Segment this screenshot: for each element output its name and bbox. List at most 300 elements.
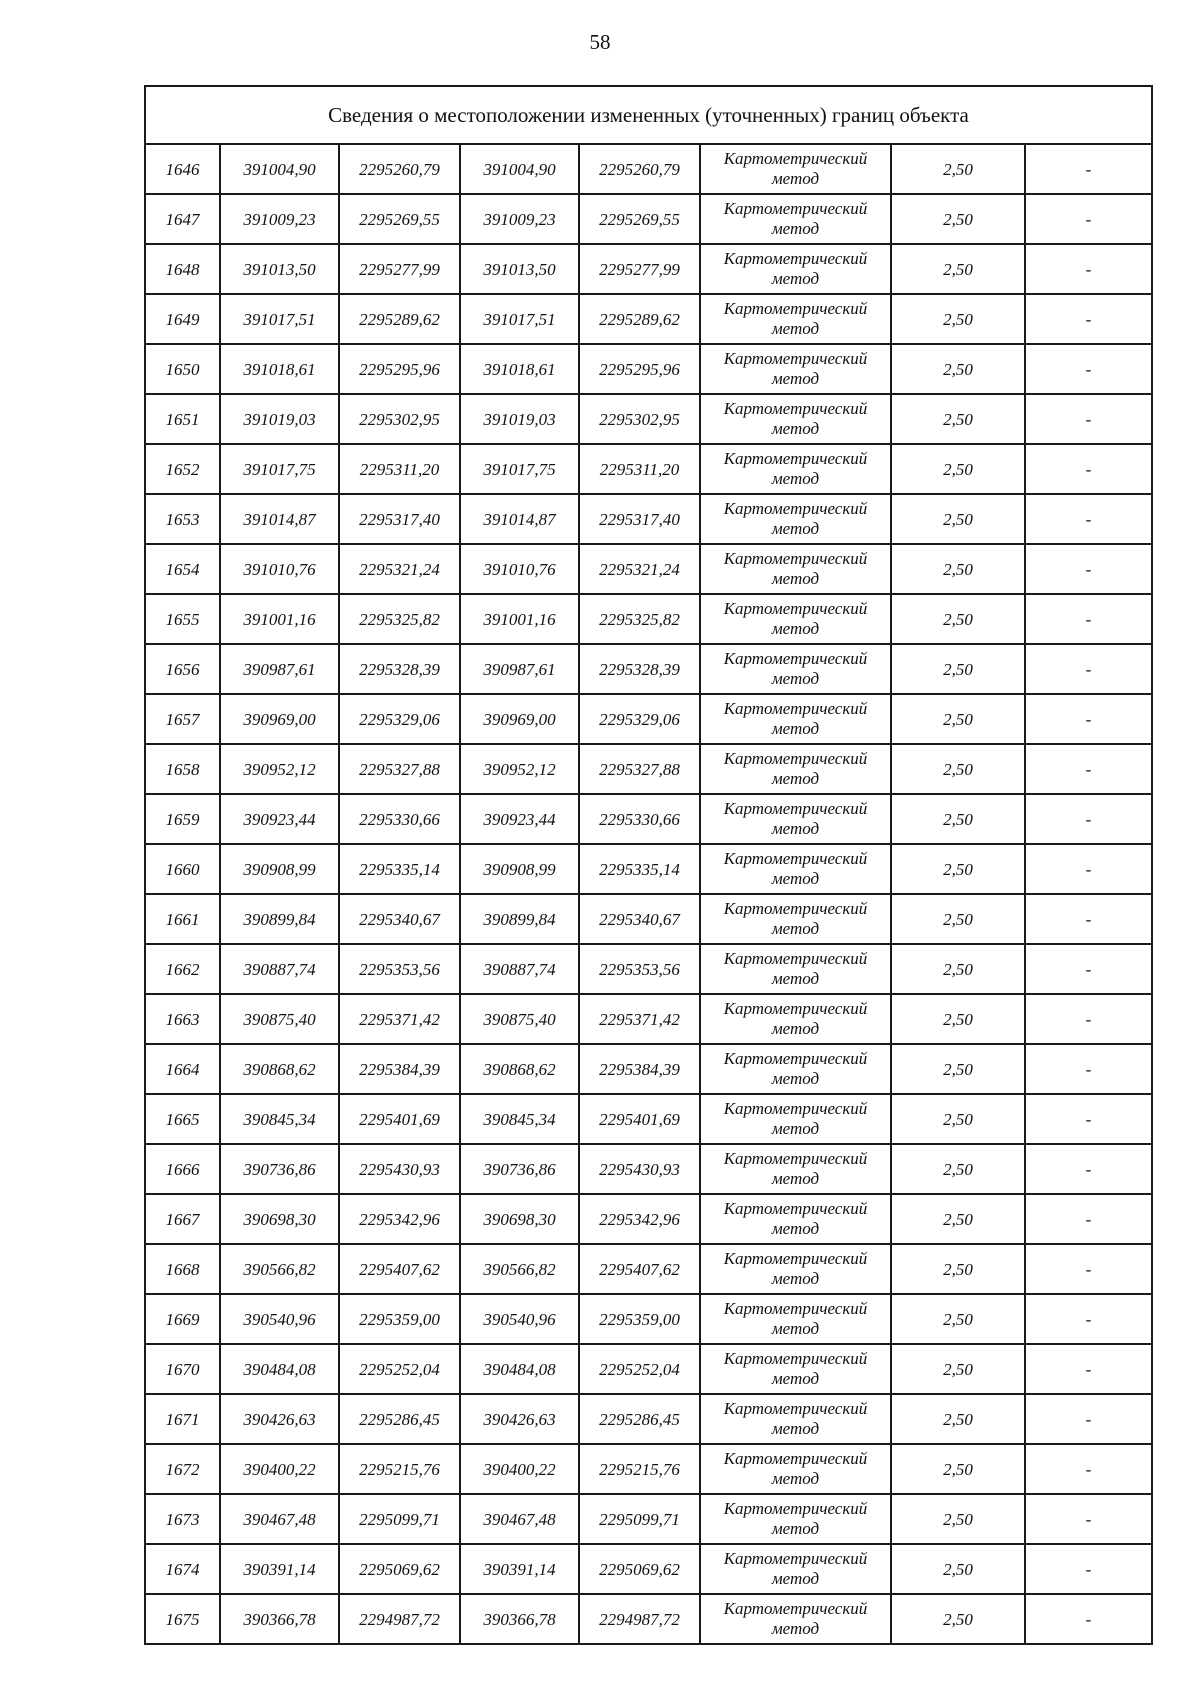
existing-x-cell: 390467,48 — [220, 1494, 339, 1544]
table-row — [145, 494, 1152, 544]
note-cell: - — [1025, 1094, 1152, 1144]
note-cell: - — [1025, 1244, 1152, 1294]
method-line-1: Картометрический — [723, 398, 868, 418]
point-number-cell: 1646 — [145, 144, 220, 194]
existing-x-cell: 390875,40 — [220, 994, 339, 1044]
note-cell: - — [1025, 1294, 1152, 1344]
refined-x-cell: 390467,48 — [460, 1494, 579, 1544]
method-line-1: Картометрический — [723, 748, 868, 768]
method-cell — [700, 294, 891, 344]
method-line-1: Картометрический — [723, 448, 868, 468]
method-line-2: метод — [771, 1319, 820, 1338]
table-title-row — [145, 86, 1152, 144]
point-number-cell: 1670 — [145, 1344, 220, 1394]
method-line-2: метод — [771, 219, 820, 238]
existing-x-cell: 391004,90 — [220, 144, 339, 194]
refined-y-cell: 2295359,00 — [579, 1294, 700, 1344]
method-cell — [700, 594, 891, 644]
method-line-1: Картометрический — [723, 1398, 868, 1418]
existing-x-cell: 391010,76 — [220, 544, 339, 594]
method-line-1: Картометрический — [723, 1298, 868, 1318]
existing-y-cell: 2295359,00 — [339, 1294, 460, 1344]
refined-y-cell: 2295371,42 — [579, 994, 700, 1044]
method-line-2: метод — [771, 619, 820, 638]
refined-x-cell: 391013,50 — [460, 244, 579, 294]
method-cell — [700, 694, 891, 744]
existing-y-cell: 2295277,99 — [339, 244, 460, 294]
accuracy-cell: 2,50 — [891, 544, 1025, 594]
note-cell: - — [1025, 1044, 1152, 1094]
refined-x-cell: 391009,23 — [460, 194, 579, 244]
existing-x-cell: 390736,86 — [220, 1144, 339, 1194]
note-cell: - — [1025, 1194, 1152, 1244]
point-number-cell: 1652 — [145, 444, 220, 494]
existing-x-cell: 390540,96 — [220, 1294, 339, 1344]
method-line-1: Картометрический — [723, 148, 868, 168]
accuracy-cell: 2,50 — [891, 1294, 1025, 1344]
method-line-2: метод — [771, 969, 820, 988]
method-line-1: Картометрический — [723, 1098, 868, 1118]
table-row — [145, 644, 1152, 694]
refined-x-cell: 390698,30 — [460, 1194, 579, 1244]
point-number-cell: 1675 — [145, 1594, 220, 1644]
accuracy-cell: 2,50 — [891, 1144, 1025, 1194]
refined-x-cell: 390969,00 — [460, 694, 579, 744]
note-cell: - — [1025, 344, 1152, 394]
point-number-cell: 1660 — [145, 844, 220, 894]
refined-x-cell: 390845,34 — [460, 1094, 579, 1144]
existing-y-cell: 2295430,93 — [339, 1144, 460, 1194]
table-row — [145, 994, 1152, 1044]
existing-x-cell: 390952,12 — [220, 744, 339, 794]
note-cell: - — [1025, 544, 1152, 594]
note-cell: - — [1025, 794, 1152, 844]
existing-y-cell: 2295340,67 — [339, 894, 460, 944]
existing-x-cell: 390484,08 — [220, 1344, 339, 1394]
existing-y-cell: 2295321,24 — [339, 544, 460, 594]
method-line-1: Картометрический — [723, 848, 868, 868]
refined-y-cell: 2295269,55 — [579, 194, 700, 244]
method-line-2: метод — [771, 569, 820, 588]
existing-y-cell: 2295286,45 — [339, 1394, 460, 1444]
method-line-1: Картометрический — [723, 1598, 868, 1618]
method-line-2: метод — [771, 1069, 820, 1088]
refined-y-cell: 2295335,14 — [579, 844, 700, 894]
method-line-1: Картометрический — [723, 1348, 868, 1368]
method-line-2: метод — [771, 169, 820, 188]
existing-y-cell: 2295353,56 — [339, 944, 460, 994]
accuracy-cell: 2,50 — [891, 1094, 1025, 1144]
existing-y-cell: 2295269,55 — [339, 194, 460, 244]
method-cell — [700, 544, 891, 594]
existing-x-cell: 390391,14 — [220, 1544, 339, 1594]
existing-y-cell: 2295252,04 — [339, 1344, 460, 1394]
method-line-1: Картометрический — [723, 1048, 868, 1068]
existing-x-cell: 390908,99 — [220, 844, 339, 894]
existing-x-cell: 391009,23 — [220, 194, 339, 244]
point-number-cell: 1669 — [145, 1294, 220, 1344]
refined-y-cell: 2295328,39 — [579, 644, 700, 694]
method-cell — [700, 1144, 891, 1194]
point-number-cell: 1662 — [145, 944, 220, 994]
table-row — [145, 1394, 1152, 1444]
refined-x-cell: 391010,76 — [460, 544, 579, 594]
refined-x-cell: 391017,75 — [460, 444, 579, 494]
accuracy-cell: 2,50 — [891, 694, 1025, 744]
refined-y-cell: 2295317,40 — [579, 494, 700, 544]
refined-x-cell: 390987,61 — [460, 644, 579, 694]
existing-y-cell: 2295384,39 — [339, 1044, 460, 1094]
boundary-coordinates-table — [144, 85, 1153, 1645]
existing-y-cell: 2294987,72 — [339, 1594, 460, 1644]
accuracy-cell: 2,50 — [891, 994, 1025, 1044]
method-line-2: метод — [771, 1019, 820, 1038]
method-line-2: метод — [771, 869, 820, 888]
method-line-1: Картометрический — [723, 998, 868, 1018]
existing-y-cell: 2295317,40 — [339, 494, 460, 544]
method-line-2: метод — [771, 1569, 820, 1588]
point-number-cell: 1664 — [145, 1044, 220, 1094]
accuracy-cell: 2,50 — [891, 1594, 1025, 1644]
existing-x-cell: 390868,62 — [220, 1044, 339, 1094]
refined-x-cell: 390736,86 — [460, 1144, 579, 1194]
point-number-cell: 1667 — [145, 1194, 220, 1244]
note-cell: - — [1025, 244, 1152, 294]
note-cell: - — [1025, 844, 1152, 894]
method-line-1: Картометрический — [723, 248, 868, 268]
note-cell: - — [1025, 1594, 1152, 1644]
method-cell — [700, 1344, 891, 1394]
existing-x-cell: 391013,50 — [220, 244, 339, 294]
refined-y-cell: 2295430,93 — [579, 1144, 700, 1194]
method-line-2: метод — [771, 819, 820, 838]
existing-x-cell: 390987,61 — [220, 644, 339, 694]
method-line-1: Картометрический — [723, 698, 868, 718]
note-cell: - — [1025, 1344, 1152, 1394]
method-line-1: Картометрический — [723, 198, 868, 218]
method-cell — [700, 1244, 891, 1294]
refined-y-cell: 2295353,56 — [579, 944, 700, 994]
refined-y-cell: 2295330,66 — [579, 794, 700, 844]
note-cell: - — [1025, 1394, 1152, 1444]
point-number-cell: 1647 — [145, 194, 220, 244]
point-number-cell: 1663 — [145, 994, 220, 1044]
table-row — [145, 1344, 1152, 1394]
note-cell: - — [1025, 1444, 1152, 1494]
table-row — [145, 1294, 1152, 1344]
method-cell — [700, 494, 891, 544]
point-number-cell: 1653 — [145, 494, 220, 544]
refined-x-cell: 391014,87 — [460, 494, 579, 544]
accuracy-cell: 2,50 — [891, 1494, 1025, 1544]
method-line-2: метод — [771, 1269, 820, 1288]
table-row — [145, 394, 1152, 444]
table-row — [145, 744, 1152, 794]
method-cell — [700, 844, 891, 894]
point-number-cell: 1657 — [145, 694, 220, 744]
accuracy-cell: 2,50 — [891, 444, 1025, 494]
existing-x-cell: 390400,22 — [220, 1444, 339, 1494]
refined-y-cell: 2295260,79 — [579, 144, 700, 194]
table-row — [145, 544, 1152, 594]
refined-x-cell: 390391,14 — [460, 1544, 579, 1594]
method-line-2: метод — [771, 1219, 820, 1238]
accuracy-cell: 2,50 — [891, 744, 1025, 794]
refined-y-cell: 2295321,24 — [579, 544, 700, 594]
existing-x-cell: 391017,51 — [220, 294, 339, 344]
table-row — [145, 294, 1152, 344]
method-cell — [700, 1544, 891, 1594]
accuracy-cell: 2,50 — [891, 794, 1025, 844]
method-cell — [700, 894, 891, 944]
method-cell — [700, 994, 891, 1044]
accuracy-cell: 2,50 — [891, 1344, 1025, 1394]
point-number-cell: 1671 — [145, 1394, 220, 1444]
refined-x-cell: 391018,61 — [460, 344, 579, 394]
note-cell: - — [1025, 444, 1152, 494]
point-number-cell: 1649 — [145, 294, 220, 344]
table-row — [145, 594, 1152, 644]
method-line-2: метод — [771, 269, 820, 288]
accuracy-cell: 2,50 — [891, 1044, 1025, 1094]
refined-y-cell: 2295252,04 — [579, 1344, 700, 1394]
method-line-2: метод — [771, 519, 820, 538]
table-row — [145, 844, 1152, 894]
method-cell — [700, 144, 891, 194]
method-cell — [700, 1044, 891, 1094]
refined-y-cell: 2295327,88 — [579, 744, 700, 794]
refined-x-cell: 390540,96 — [460, 1294, 579, 1344]
accuracy-cell: 2,50 — [891, 844, 1025, 894]
method-line-1: Картометрический — [723, 1148, 868, 1168]
method-cell — [700, 1594, 891, 1644]
refined-y-cell: 2295342,96 — [579, 1194, 700, 1244]
note-cell: - — [1025, 1144, 1152, 1194]
existing-x-cell: 390698,30 — [220, 1194, 339, 1244]
accuracy-cell: 2,50 — [891, 594, 1025, 644]
method-line-2: метод — [771, 319, 820, 338]
method-line-2: метод — [771, 369, 820, 388]
point-number-cell: 1651 — [145, 394, 220, 444]
note-cell: - — [1025, 594, 1152, 644]
refined-y-cell: 2295289,62 — [579, 294, 700, 344]
point-number-cell: 1654 — [145, 544, 220, 594]
refined-y-cell: 2295286,45 — [579, 1394, 700, 1444]
existing-x-cell: 390366,78 — [220, 1594, 339, 1644]
table-row — [145, 1544, 1152, 1594]
method-line-2: метод — [771, 719, 820, 738]
existing-y-cell: 2295289,62 — [339, 294, 460, 344]
table-row — [145, 344, 1152, 394]
method-cell — [700, 1094, 891, 1144]
accuracy-cell: 2,50 — [891, 1244, 1025, 1294]
method-line-2: метод — [771, 469, 820, 488]
existing-y-cell: 2295371,42 — [339, 994, 460, 1044]
note-cell: - — [1025, 644, 1152, 694]
note-cell: - — [1025, 294, 1152, 344]
existing-y-cell: 2295295,96 — [339, 344, 460, 394]
refined-y-cell: 2294987,72 — [579, 1594, 700, 1644]
refined-x-cell: 390566,82 — [460, 1244, 579, 1294]
method-line-1: Картометрический — [723, 1448, 868, 1468]
method-cell — [700, 1294, 891, 1344]
note-cell: - — [1025, 944, 1152, 994]
method-cell — [700, 794, 891, 844]
method-line-1: Картометрический — [723, 298, 868, 318]
existing-y-cell: 2295328,39 — [339, 644, 460, 694]
point-number-cell: 1648 — [145, 244, 220, 294]
method-cell — [700, 1444, 891, 1494]
refined-x-cell: 390887,74 — [460, 944, 579, 994]
existing-x-cell: 391001,16 — [220, 594, 339, 644]
refined-x-cell: 390366,78 — [460, 1594, 579, 1644]
accuracy-cell: 2,50 — [891, 1394, 1025, 1444]
table-row — [145, 194, 1152, 244]
table-row — [145, 1594, 1152, 1644]
note-cell: - — [1025, 494, 1152, 544]
table-row — [145, 1194, 1152, 1244]
method-cell — [700, 394, 891, 444]
note-cell: - — [1025, 1544, 1152, 1594]
table-row — [145, 1044, 1152, 1094]
existing-y-cell: 2295069,62 — [339, 1544, 460, 1594]
existing-x-cell: 391018,61 — [220, 344, 339, 394]
refined-x-cell: 390868,62 — [460, 1044, 579, 1094]
method-line-2: метод — [771, 919, 820, 938]
method-line-1: Картометрический — [723, 548, 868, 568]
refined-y-cell: 2295325,82 — [579, 594, 700, 644]
refined-x-cell: 390875,40 — [460, 994, 579, 1044]
method-cell — [700, 1194, 891, 1244]
method-line-1: Картометрический — [723, 948, 868, 968]
existing-y-cell: 2295401,69 — [339, 1094, 460, 1144]
table-row — [145, 1444, 1152, 1494]
method-line-1: Картометрический — [723, 1498, 868, 1518]
existing-y-cell: 2295330,66 — [339, 794, 460, 844]
point-number-cell: 1673 — [145, 1494, 220, 1544]
refined-x-cell: 391004,90 — [460, 144, 579, 194]
table-row — [145, 444, 1152, 494]
method-line-2: метод — [771, 769, 820, 788]
existing-x-cell: 391014,87 — [220, 494, 339, 544]
note-cell: - — [1025, 1494, 1152, 1544]
method-cell — [700, 1494, 891, 1544]
refined-x-cell: 390923,44 — [460, 794, 579, 844]
table-row — [145, 1094, 1152, 1144]
method-line-1: Картометрический — [723, 1548, 868, 1568]
accuracy-cell: 2,50 — [891, 194, 1025, 244]
refined-y-cell: 2295384,39 — [579, 1044, 700, 1094]
method-line-1: Картометрический — [723, 1248, 868, 1268]
table-row — [145, 1494, 1152, 1544]
point-number-cell: 1674 — [145, 1544, 220, 1594]
method-line-1: Картометрический — [723, 1198, 868, 1218]
method-line-1: Картометрический — [723, 598, 868, 618]
existing-y-cell: 2295325,82 — [339, 594, 460, 644]
accuracy-cell: 2,50 — [891, 1194, 1025, 1244]
accuracy-cell: 2,50 — [891, 494, 1025, 544]
method-cell — [700, 194, 891, 244]
method-line-1: Картометрический — [723, 798, 868, 818]
method-line-2: метод — [771, 419, 820, 438]
refined-y-cell: 2295407,62 — [579, 1244, 700, 1294]
existing-x-cell: 390969,00 — [220, 694, 339, 744]
note-cell: - — [1025, 394, 1152, 444]
refined-y-cell: 2295069,62 — [579, 1544, 700, 1594]
note-cell: - — [1025, 994, 1152, 1044]
existing-y-cell: 2295311,20 — [339, 444, 460, 494]
note-cell: - — [1025, 744, 1152, 794]
method-line-2: метод — [771, 1119, 820, 1138]
refined-y-cell: 2295295,96 — [579, 344, 700, 394]
table-row — [145, 944, 1152, 994]
existing-y-cell: 2295329,06 — [339, 694, 460, 744]
table-row — [145, 1244, 1152, 1294]
refined-y-cell: 2295277,99 — [579, 244, 700, 294]
refined-x-cell: 391001,16 — [460, 594, 579, 644]
existing-x-cell: 390899,84 — [220, 894, 339, 944]
existing-x-cell: 391017,75 — [220, 444, 339, 494]
method-line-1: Картометрический — [723, 498, 868, 518]
point-number-cell: 1672 — [145, 1444, 220, 1494]
method-cell — [700, 944, 891, 994]
existing-x-cell: 390923,44 — [220, 794, 339, 844]
point-number-cell: 1659 — [145, 794, 220, 844]
method-line-1: Картометрический — [723, 348, 868, 368]
refined-x-cell: 390484,08 — [460, 1344, 579, 1394]
note-cell: - — [1025, 144, 1152, 194]
method-cell — [700, 444, 891, 494]
point-number-cell: 1661 — [145, 894, 220, 944]
method-cell — [700, 744, 891, 794]
point-number-cell: 1668 — [145, 1244, 220, 1294]
existing-y-cell: 2295342,96 — [339, 1194, 460, 1244]
page-number: 58 — [589, 30, 611, 54]
point-number-cell: 1656 — [145, 644, 220, 694]
accuracy-cell: 2,50 — [891, 944, 1025, 994]
table-row — [145, 694, 1152, 744]
refined-x-cell: 390899,84 — [460, 894, 579, 944]
existing-y-cell: 2295260,79 — [339, 144, 460, 194]
refined-x-cell: 391019,03 — [460, 394, 579, 444]
refined-y-cell: 2295401,69 — [579, 1094, 700, 1144]
accuracy-cell: 2,50 — [891, 644, 1025, 694]
existing-y-cell: 2295327,88 — [339, 744, 460, 794]
refined-x-cell: 390426,63 — [460, 1394, 579, 1444]
note-cell: - — [1025, 694, 1152, 744]
refined-y-cell: 2295099,71 — [579, 1494, 700, 1544]
point-number-cell: 1658 — [145, 744, 220, 794]
method-cell — [700, 1394, 891, 1444]
table-row — [145, 794, 1152, 844]
accuracy-cell: 2,50 — [891, 244, 1025, 294]
table-title: Сведения о местоположении измененных (уточненных) границ объекта — [145, 86, 1152, 144]
existing-x-cell: 390566,82 — [220, 1244, 339, 1294]
method-line-2: метод — [771, 1369, 820, 1388]
refined-y-cell: 2295215,76 — [579, 1444, 700, 1494]
point-number-cell: 1655 — [145, 594, 220, 644]
existing-x-cell: 391019,03 — [220, 394, 339, 444]
method-line-2: метод — [771, 1619, 820, 1638]
method-line-1: Картометрический — [723, 648, 868, 668]
note-cell: - — [1025, 894, 1152, 944]
point-number-cell: 1666 — [145, 1144, 220, 1194]
accuracy-cell: 2,50 — [891, 894, 1025, 944]
existing-x-cell: 390845,34 — [220, 1094, 339, 1144]
accuracy-cell: 2,50 — [891, 344, 1025, 394]
table-row — [145, 144, 1152, 194]
accuracy-cell: 2,50 — [891, 294, 1025, 344]
